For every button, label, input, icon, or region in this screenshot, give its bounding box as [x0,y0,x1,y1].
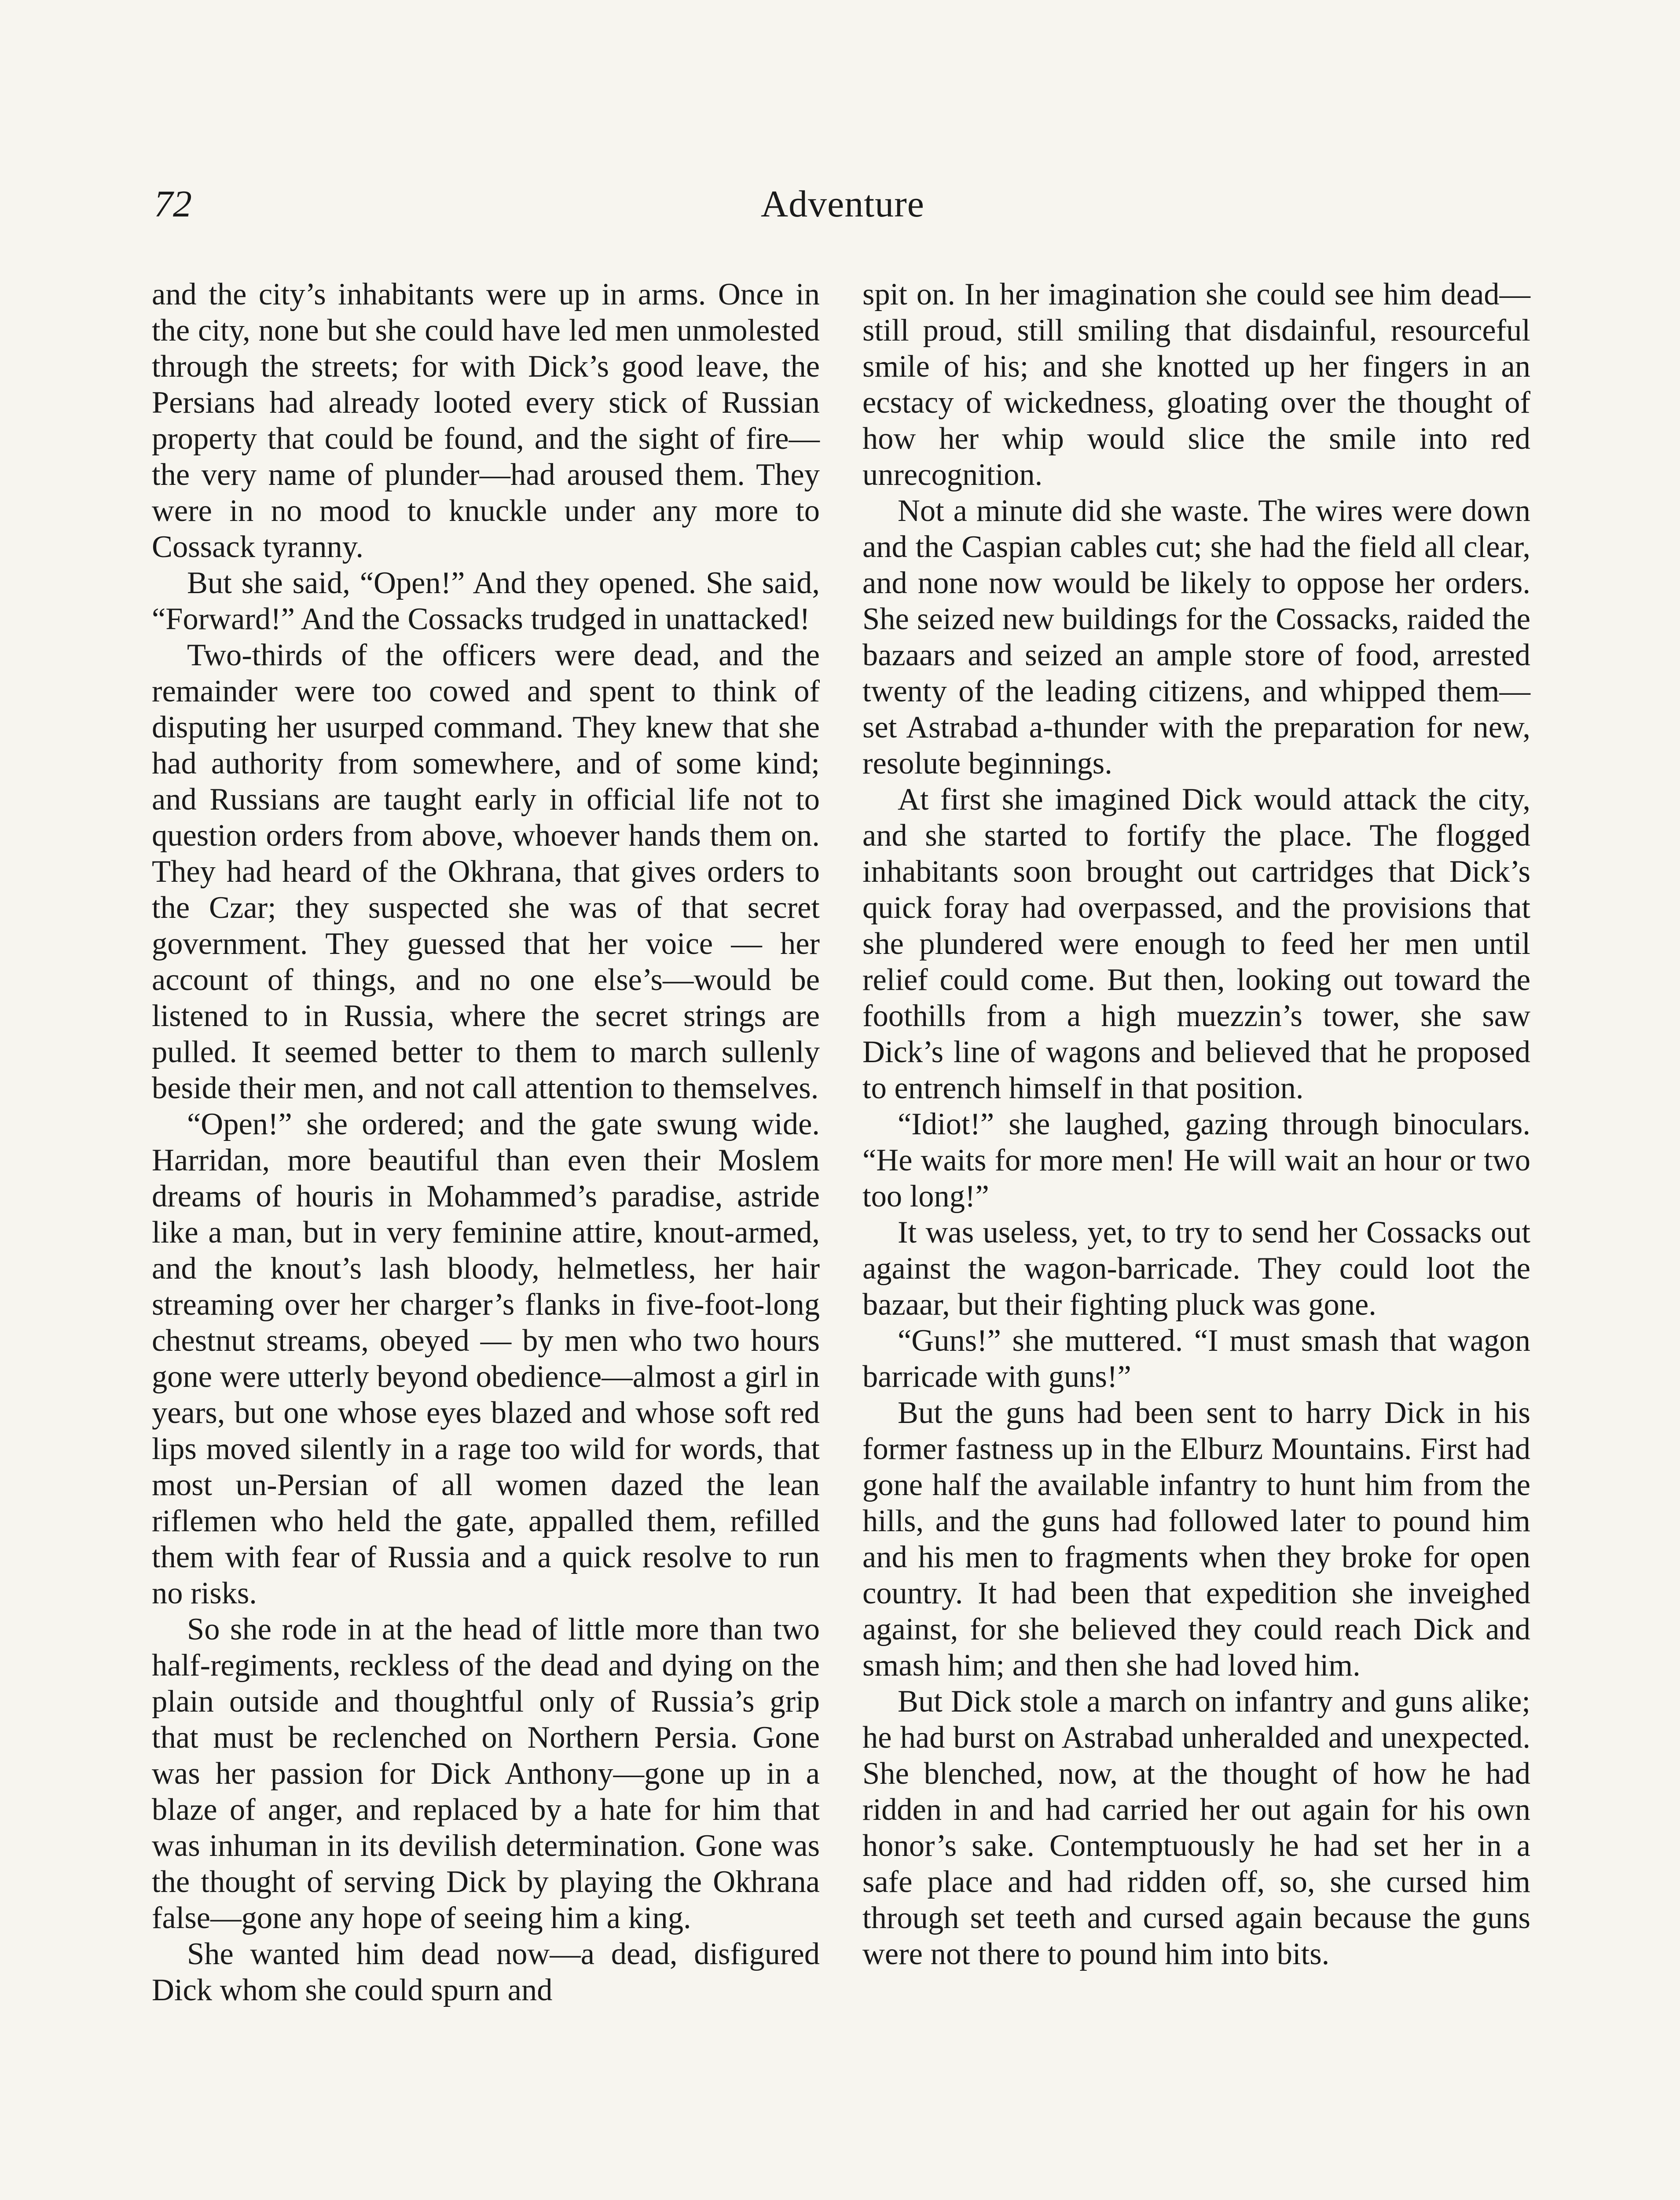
text-column-right [862,276,1530,1972]
paragraph: “Guns!” she muttered. “I must smash that wagon barricade with guns!” [862,1324,1530,1394]
paragraph: She wanted him dead now—a dead, disfigured Dick whom she could spurn and [152,1937,820,2007]
paragraph: Not a minute did she waste. The wires were down and the Caspian cables cut; she had the field all clear, and none now would be likely to oppose her orders. She seized new buildings for the Cossacks, raided the bazaars and seized an ample store of food, arrested twenty of the leading citizens, and whipped them—set Astrabad a-thunder with the preparation for new, resolute beginnings. [862,494,1530,781]
paragraph: But she said, “Open!” And they opened. She said, “Forward!” And the Cossacks trudged in unattacked! [152,566,820,636]
paragraph: spit on. In her imagination she could see him dead—still proud, still smiling that disdainful, resourceful smile of his; and she knotted up her fingers in an ecstacy of wickedness, gloating over the thought of how her whip would slice the smile into red unrecognition. [862,277,1530,492]
paragraph: “Idiot!” she laughed, gazing through binoculars. “He waits for more men! He will wait an hour or two too long!” [862,1107,1530,1214]
paragraph: It was useless, yet, to try to send her Cossacks out against the wagon-barricade. They could loot the bazaar, but their fighting pluck was gone. [862,1215,1530,1322]
page-header [154,176,1531,242]
text-column-left [152,276,820,2008]
paragraph: But Dick stole a march on infantry and guns alike; he had burst on Astrabad unheralded and unexpected. She blenched, now, at the thought of how he had ridden in and had carried her out again for his own honor’s sake. Contemptuously he had set her in a safe place and had ridden off, so, she cursed him through set teeth and cursed again because the guns were not there to pound him into bits. [862,1684,1530,1971]
paragraph: Two-thirds of the officers were dead, and the remainder were too cowed and spent to think of disputing her usurped command. They knew that she had authority from somewhere, and of some kind; and Russians are taught early in official life not to question orders from above, whoever hands them on. They had heard of the Okhrana, that gives orders to the Czar; they suspected she was of that secret government. They guessed that her voice — her account of things, and no one else’s—would be listened to in Russia, where the secret strings are pulled. It seemed better to them to march sullenly beside their men, and not call attention to themselves. [152,638,820,1105]
paragraph: But the guns had been sent to harry Dick in his former fastness up in the Elburz Mountains. First had gone half the available infantry to hunt him from the hills, and the guns had followed later to pound him and his men to fragments when they broke for open country. It had been that expedition she inveighed against, for she believed they could reach Dick and smash him; and then she had loved him. [862,1396,1530,1683]
paragraph: “Open!” she ordered; and the gate swung wide. Harridan, more beautiful than even their Moslem dreams of houris in Mohammed’s paradise, astride like a man, but in very feminine attire, knout-armed, and the knout’s lash bloody, helmetless, her hair streaming over her charger’s flanks in five-foot-long chestnut streams, obeyed — by men who two hours gone were utterly beyond obedience—almost a girl in years, but one whose eyes blazed and whose soft red lips moved silently in a rage too wild for words, that most un-Persian of all women dazed the lean riflemen who held the gate, appalled them, refilled them with fear of Russia and a quick resolve to run no risks. [152,1107,820,1610]
paragraph: and the city’s inhabitants were up in arms. Once in the city, none but she could have led men unmolested through the streets; for with Dick’s good leave, the Persians had already looted every stick of Russian property that could be found, and the sight of fire—the very name of plunder—had aroused them. They were in no mood to knuckle under any more to Cossack tyranny. [152,277,820,564]
page-number: 72 [154,183,192,225]
paragraph: At first she imagined Dick would attack the city, and she started to fortify the place. The flogged inhabitants soon brought out cartridges that Dick’s quick foray had overpassed, and the provisions that she plundered were enough to feed her men until relief could come. But then, looking out toward the foothills from a high muezzin’s tower, she saw Dick’s line of wagons and believed that he proposed to entrench himself in that position. [862,782,1530,1105]
paragraph: So she rode in at the head of little more than two half-regiments, reckless of the dead and dying on the plain outside and thoughtful only of Russia’s grip that must be reclenched on Northern Persia. Gone was her passion for Dick Anthony—gone up in a blaze of anger, and replaced by a hate for him that was inhuman in its devilish determination. Gone was the thought of serving Dick by playing the Okhrana false—gone any hope of seeing him a king. [152,1612,820,1935]
magazine-title: Adventure [761,183,924,225]
